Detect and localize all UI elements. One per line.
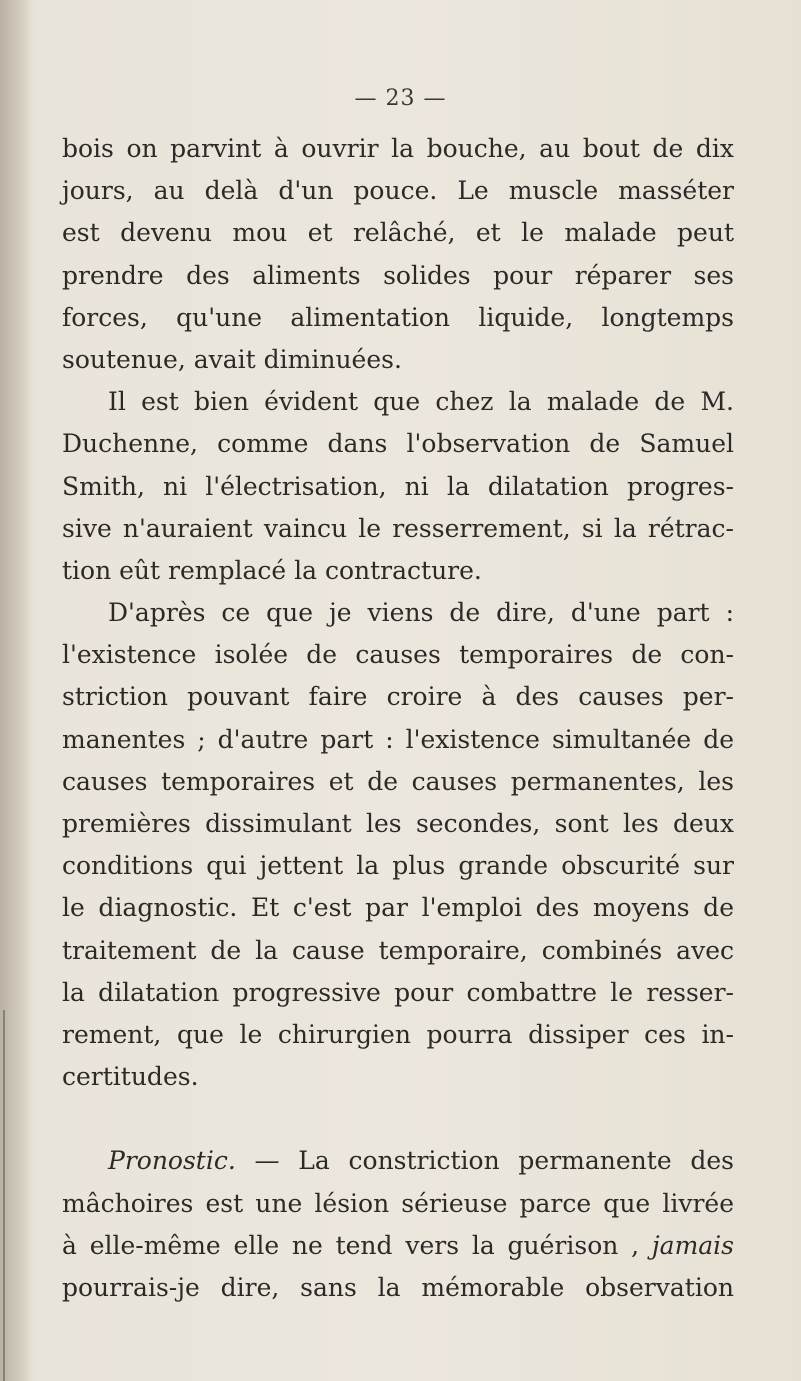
page-number: — 23 — (354, 86, 447, 111)
text-line: tion eût remplacé la contracture. (62, 555, 482, 585)
text-line: est devenu mou et relâché, et le malade peut (62, 218, 734, 248)
text-line: mâchoires est une lésion sérieuse parce que livrée (62, 1188, 734, 1218)
text-line: bois on parvint à ouvrir la bouche, au bout de dix (62, 134, 734, 163)
text-line: Duchenne, comme dans l'observation de Samuel (62, 429, 734, 459)
text-line: soutenue, avait diminuées. (62, 344, 402, 374)
text-line: sive n'auraient vaincu le resserrement, si la rétrac- (62, 513, 734, 543)
text-line: le diagnostic. Et c'est par l'emploi des moyens de (62, 893, 734, 923)
section-gap (62, 1098, 734, 1140)
text-line: pourrais-je dire, sans la mémorable observation (62, 1272, 734, 1302)
binding-shadow (0, 0, 34, 1381)
paragraph (62, 1140, 734, 1309)
text-line: forces, qu'une alimentation liquide, longtemps (62, 302, 734, 332)
text-line: prendre des aliments solides pour réparer ses (62, 260, 734, 290)
text-line: certitudes. (62, 1062, 199, 1092)
text-line: Smith, ni l'électrisation, ni la dilatation progres- (62, 471, 734, 501)
text-line: traitement de la cause temporaire, combinés avec (62, 935, 734, 965)
paragraph (62, 128, 734, 381)
text-line: l'existence isolée de causes temporaires de con- (62, 640, 734, 670)
paragraph (62, 592, 734, 1098)
section-heading: Pronostic. (108, 1146, 236, 1176)
text-run: — La constriction permanente des (235, 1146, 734, 1176)
text-line: jours, au delà d'un pouce. Le muscle masséter (62, 176, 734, 206)
text-line: striction pouvant faire croire à des causes per- (62, 682, 734, 712)
body-text (62, 128, 734, 1309)
text-run: à elle-même elle ne tend vers la guérison , (62, 1230, 652, 1260)
text-line: causes temporaires et de causes permanentes, les (62, 766, 734, 796)
text-line: la dilatation progressive pour combattre le resser- (62, 977, 734, 1007)
text-line (62, 1140, 734, 1182)
page-edge (3, 1010, 5, 1381)
text-line: Il est bien évident que chez la malade de M. (108, 387, 734, 417)
paragraph (62, 381, 734, 592)
text-line: conditions qui jettent la plus grande obscurité sur (62, 851, 734, 881)
text-line (62, 1225, 734, 1267)
text-line: rement, que le chirurgien pourra dissiper ces in- (62, 1019, 734, 1049)
text-line: premières dissimulant les secondes, sont les deux (62, 809, 734, 838)
italic-word: jamais (651, 1230, 734, 1260)
text-line: manentes ; d'autre part : l'existence simultanée de (62, 724, 734, 754)
text-line: D'après ce que je viens de dire, d'une part : (108, 598, 734, 628)
